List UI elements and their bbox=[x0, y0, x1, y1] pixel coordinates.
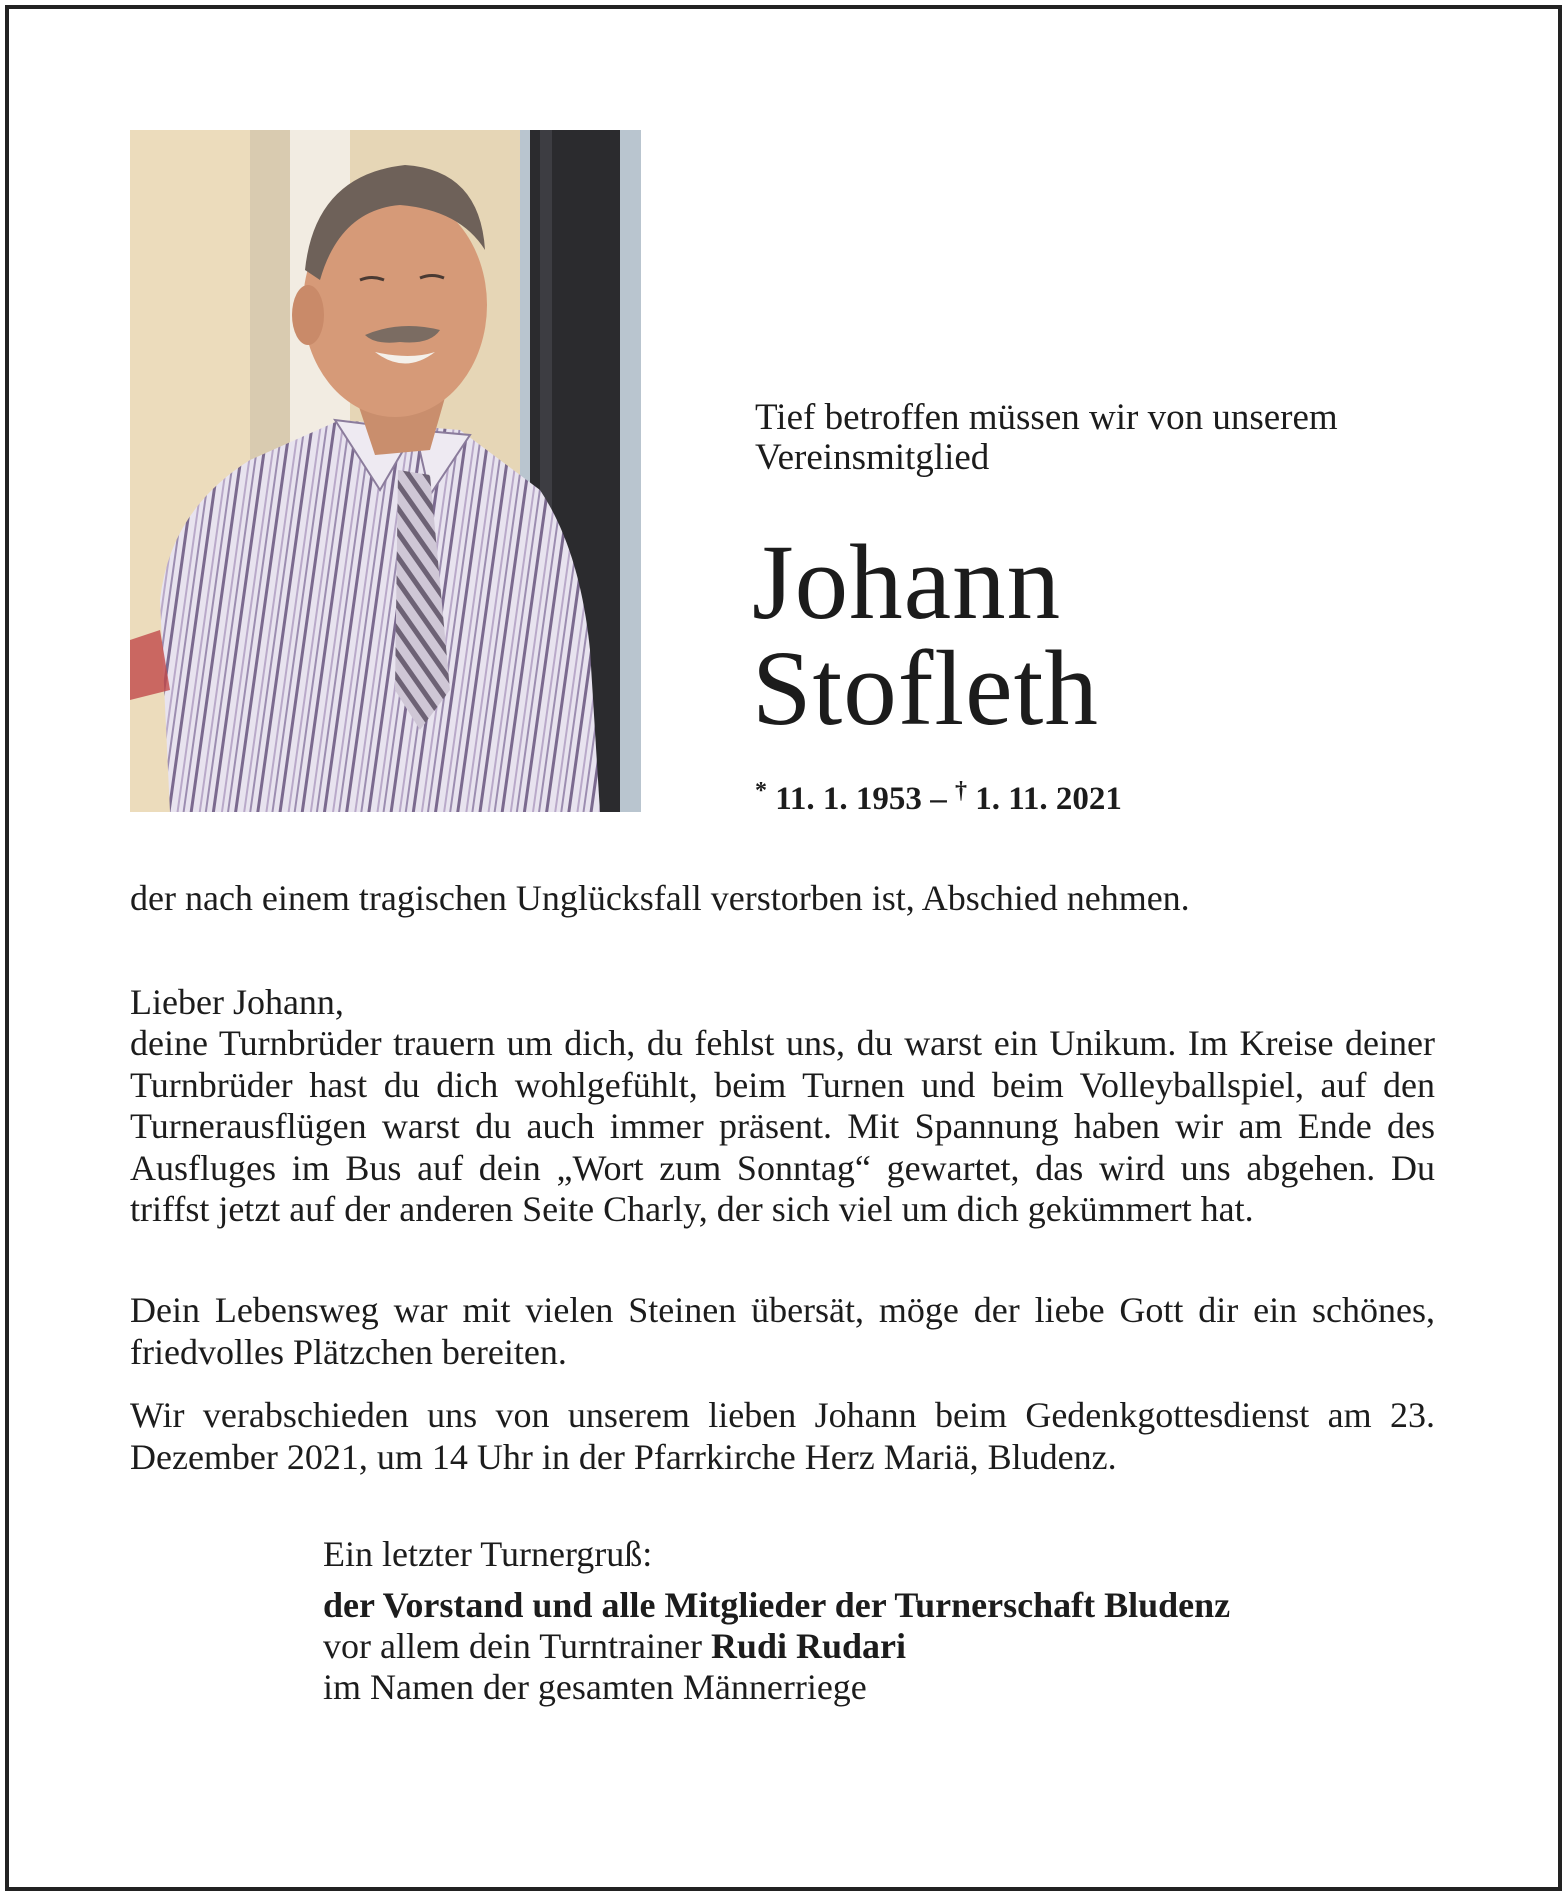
letter-paragraph-1: deine Turnbrüder trauern um dich, du fehlst uns, du warst ein Unikum. Im Kreise deiner Turnbrüder hast du dich wohlgefühlt, beim Turnen und beim Volleyballspiel, auf den Turnerausflügen warst du auch immer präsent. Mit Spannung haben wir am Ende des Ausfluges im Bus auf dein „Wort zum Sonntag“ gewartet, das wird uns abgehen. Du triffst jetzt auf der anderen Seite Charly, der sich viel um dich gekümmert hat. bbox=[130, 1023, 1435, 1229]
life-dates bbox=[755, 778, 1455, 818]
death-symbol: † bbox=[954, 778, 967, 804]
intro-line-2: Vereinsmitglied bbox=[755, 437, 990, 478]
birth-date: 11. 1. 1953 bbox=[775, 781, 922, 817]
closing-block bbox=[323, 1534, 1463, 1708]
birth-symbol: * bbox=[755, 778, 767, 804]
letter-paragraph-3: Wir verabschieden uns von unserem lieben Johann beim Gedenkgottesdienst am 23. Dezember 2021, um 14 Uhr in der Pfarrkirche Herz Mariä, Bludenz. bbox=[130, 1395, 1435, 1477]
closing-group: im Namen der gesamten Männerriege bbox=[323, 1667, 867, 1707]
last-name: Stofleth bbox=[752, 630, 1099, 748]
intro-line-1: Tief betroffen müssen wir von unserem bbox=[755, 397, 1338, 438]
portrait-photo bbox=[130, 130, 641, 812]
closing-greeting: Ein letzter Turnergruß: bbox=[323, 1534, 653, 1574]
closing-trainer-line bbox=[323, 1626, 1463, 1667]
deceased-name bbox=[752, 524, 1512, 748]
first-name: Johann bbox=[752, 524, 1062, 642]
date-separator: – bbox=[930, 781, 947, 817]
trainer-name: Rudi Rudari bbox=[710, 1626, 907, 1666]
farewell-sentence: der nach einem tragischen Unglücksfall verstorben ist, Abschied nehmen. bbox=[130, 878, 1190, 918]
closing-signatories: der Vorstand und alle Mitglieder der Turnerschaft Bludenz bbox=[323, 1585, 1231, 1625]
salutation: Lieber Johann, bbox=[130, 982, 344, 1022]
letter-paragraph-2: Dein Lebensweg war mit vielen Steinen übersät, möge der liebe Gott dir ein schönes, friedvolles Plätzchen bereiten. bbox=[130, 1290, 1435, 1372]
portrait-illustration bbox=[130, 130, 641, 812]
intro-text bbox=[755, 398, 1455, 478]
trainer-prefix: vor allem dein Turntrainer bbox=[323, 1626, 711, 1666]
death-date: 1. 11. 2021 bbox=[975, 781, 1122, 817]
